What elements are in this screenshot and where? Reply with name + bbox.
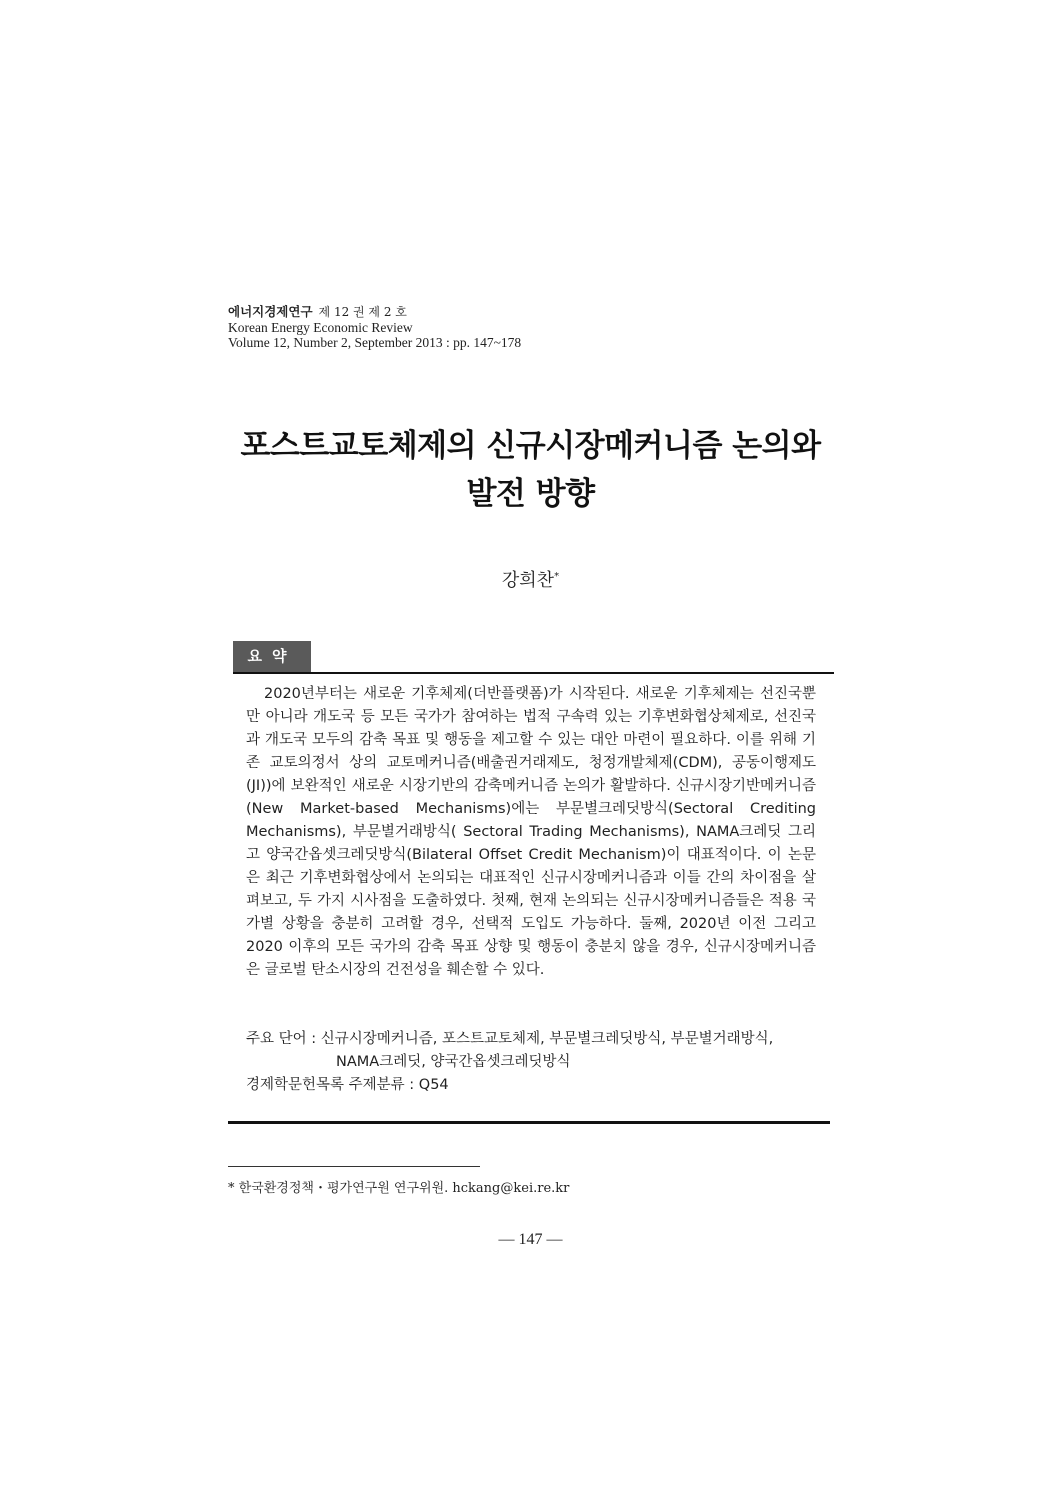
- author: [0, 566, 1061, 592]
- journal-volume-english: Volume 12, Number 2, September 2013 : pp. 147~178: [228, 335, 522, 350]
- keywords-block: [246, 1028, 836, 1097]
- journal-header: [228, 304, 521, 350]
- abstract-top-rule: [233, 672, 834, 674]
- abstract-bottom-rule: [228, 1121, 830, 1124]
- journal-korean-name: 에너지경제연구: [228, 304, 313, 319]
- title-line-1: 포스트교토체제의 신규시장메커니즘 논의와: [240, 428, 821, 464]
- keywords-label: 주요 단어 :: [246, 1031, 321, 1047]
- page-number: — 147 —: [498, 1231, 563, 1248]
- keywords-line-2: NAMA크레딧, 양국간옵셋크레딧방식: [336, 1054, 571, 1070]
- journal-volume-korean: 제 12 권 제 2 호: [318, 305, 407, 319]
- author-footnote-marker: *: [554, 571, 560, 582]
- footnote-rule: [228, 1166, 480, 1167]
- abstract-text: 2020년부터는 새로운 기후체제(더반플랫폼)가 시작된다. 새로운 기후체제는 선진국뿐만 아니라 개도국 등 모든 국가가 참여하는 법적 구속력 있는 기후변화협상체제로, 선진국과 개도국 모두의 감축 목표 및 행동을 제고할 수 있는 대안 마련이 필요하다. 이를 위해 기존 교토의정서 상의 교토메커니즘(배출권거래제도, 청정개발체제(CDM), 공동이행제도(JI))에 보완적인 새로운 시장기반의 감축메커니즘 논의가 활발하다. 신규시장기반메커니즘(New Market-based Mechanisms)에는 부문별크레딧방식(Sectoral Crediting Mechanisms), 부문별거래방식( Sectoral Trading Mechanisms), NAMA크레딧 그리고 양국간옵셋크레딧방식(Bilateral Offset Credit Mechanism)이 대표적이다. 이 논문은 최근 기후변화협상에서 논의되는 대표적인 신규시장메커니즘과 이들 간의 차이점을 살펴보고, 두 가지 시사점을 도출하였다. 첫째, 현재 논의되는 신규시장메커니즘들은 적용 국가별 상황을 충분히 고려할 경우, 선택적 도입도 가능하다. 둘째, 2020년 이전 그리고 2020 이후의 모든 국가의 감축 목표 상향 및 행동이 충분치 않을 경우, 신규시장메커니즘은 글로벌 탄소시장의 건전성을 훼손할 수 있다.: [246, 686, 816, 978]
- journal-korean-line: [228, 304, 521, 320]
- author-name: 강희찬: [501, 570, 555, 591]
- title-line-2: 발전 방향: [466, 476, 595, 512]
- jel-classification: 경제학문헌목록 주제분류 : Q54: [246, 1077, 449, 1093]
- keywords-line-1: [246, 1028, 836, 1051]
- footnote: * 한국환경정책・평가연구원 연구위원. hckang@kei.re.kr: [228, 1181, 570, 1196]
- paper-title: [0, 422, 1061, 518]
- keywords-list-1: 신규시장메커니즘, 포스트교토체제, 부문별크레딧방식, 부문별거래방식,: [320, 1031, 774, 1047]
- journal-english-name: Korean Energy Economic Review: [228, 320, 413, 335]
- abstract-heading: 요약: [233, 641, 311, 674]
